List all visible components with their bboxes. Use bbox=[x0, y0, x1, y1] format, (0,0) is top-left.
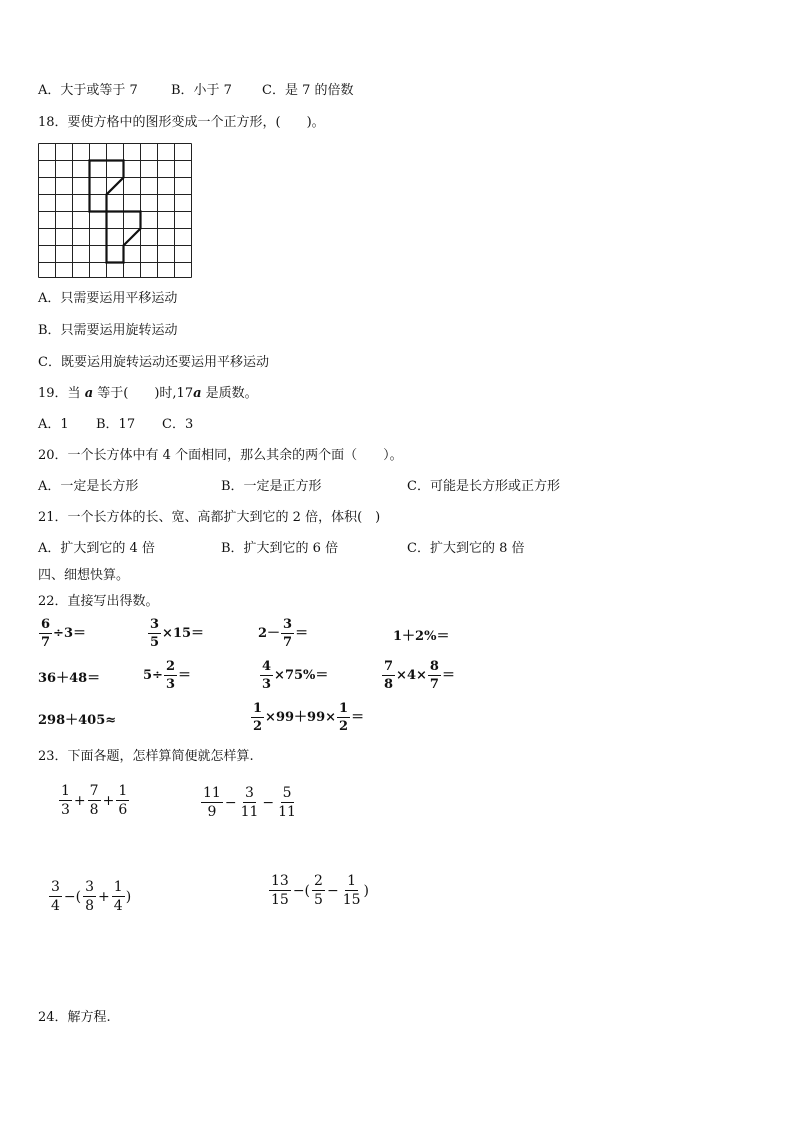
q20-option-b: B．一定是正方形 bbox=[221, 479, 322, 494]
q22-expr-7: $\frac{4}{3}$ ×75%＝ bbox=[262, 659, 329, 692]
q19-variable: a bbox=[84, 386, 94, 401]
q23-expr-3: $\frac{3}{4}$ −( $\frac{3}{8}$ + $\frac{1}{4}$ ) bbox=[51, 879, 132, 914]
section-4-title: 四、细想快算。 bbox=[38, 568, 130, 583]
q22-expr-3: 2－ $\frac{3}{7}$ ＝ bbox=[258, 617, 309, 650]
q22-expr-9: 298＋405≈ bbox=[38, 713, 117, 728]
q19-option-c: C．3 bbox=[162, 417, 194, 432]
figure-outline bbox=[90, 161, 141, 263]
q18-option-c: C．既要运用旋转运动还要运用平移运动 bbox=[38, 355, 269, 370]
q17-option-b: B．小于 7 bbox=[171, 83, 232, 98]
q22-expr-1: $\frac{6}{7}$ ÷3＝ bbox=[41, 617, 86, 650]
q23-expr-1: $\frac{1}{3}$ + $\frac{7}{8}$ + $\frac{1}{6}$ bbox=[61, 783, 128, 818]
q22-expr-10: $\frac{1}{2}$ ×99＋99× $\frac{1}{2}$ ＝ bbox=[253, 701, 365, 734]
q21-option-b: B．扩大到它的 6 倍 bbox=[221, 541, 339, 556]
q22-expr-6: 5÷ $\frac{2}{3}$ ＝ bbox=[143, 659, 192, 692]
q22-expr-2: $\frac{3}{5}$ ×15＝ bbox=[150, 617, 205, 650]
q19-option-b: B．17 bbox=[96, 417, 136, 432]
q21-option-c: C．扩大到它的 8 倍 bbox=[407, 541, 525, 556]
q19-stem: 19．当 a 等于( )时,17a 是质数。 bbox=[38, 386, 258, 401]
q22-expr-8: $\frac{7}{8}$ ×4× $\frac{8}{7}$ ＝ bbox=[384, 659, 455, 692]
q23-expr-2: $\frac{11}{9}$ − $\frac{3}{11}$ − $\frac{5}{11}$ bbox=[203, 785, 296, 820]
q23-expr-4: $\frac{13}{15}$ −( $\frac{2}{5}$ − $\frac{1}{15}$ ) bbox=[271, 873, 369, 908]
q22-expr-5: 36＋48＝ bbox=[38, 671, 101, 686]
q21-stem: 21．一个长方体的长、宽、高都扩大到它的 2 倍，体积( ) bbox=[38, 510, 381, 525]
q19-option-a: A．1 bbox=[38, 417, 69, 432]
q20-option-c: C．可能是长方形或正方形 bbox=[407, 479, 560, 494]
q18-stem: 18．要使方格中的图形变成一个正方形，( )。 bbox=[38, 115, 325, 130]
q18-option-b: B．只需要运用旋转运动 bbox=[38, 323, 178, 338]
q24-stem: 24．解方程. bbox=[38, 1010, 111, 1025]
q17-option-a: A．大于或等于 7 bbox=[38, 83, 138, 98]
q22-stem: 22．直接写出得数。 bbox=[38, 594, 159, 609]
q23-stem: 23．下面各题，怎样算简便就怎样算. bbox=[38, 749, 254, 764]
q18-option-a: A．只需要运用平移运动 bbox=[38, 291, 178, 306]
q19-variable-2: a bbox=[193, 386, 202, 401]
q21-option-a: A．扩大到它的 4 倍 bbox=[38, 541, 155, 556]
q17-option-c: C．是 7 的倍数 bbox=[262, 83, 354, 98]
q20-option-a: A．一定是长方形 bbox=[38, 479, 139, 494]
q20-stem: 20．一个长方体中有 4 个面相同，那么其余的两个面（ ）。 bbox=[38, 448, 403, 463]
q18-grid-figure bbox=[38, 143, 194, 279]
q22-expr-4: 1＋2%＝ bbox=[393, 629, 450, 644]
